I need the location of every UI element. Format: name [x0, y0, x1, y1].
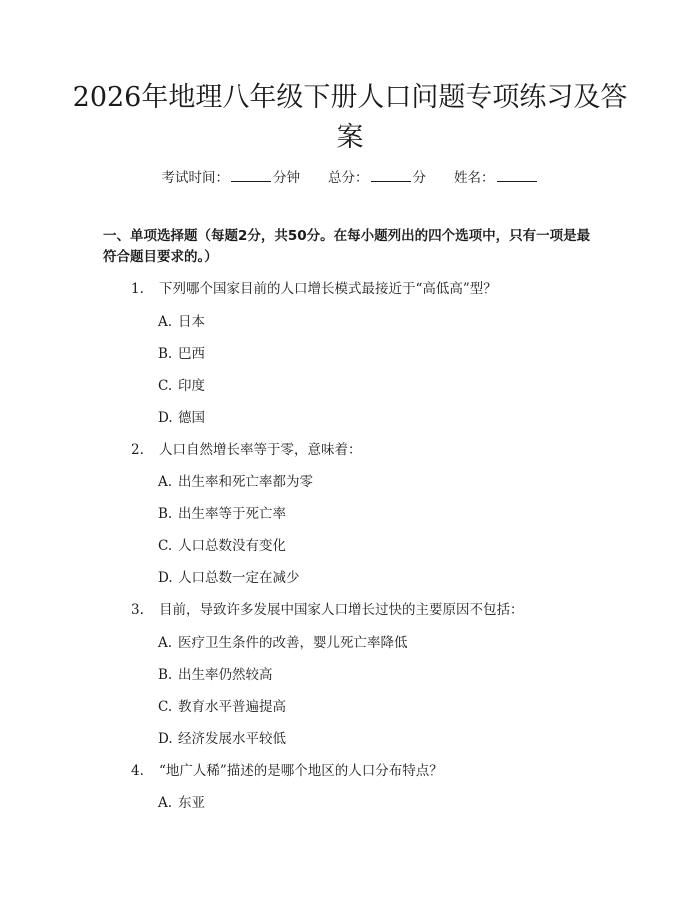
question-4 — [131, 761, 443, 781]
question-1-option-c — [158, 376, 205, 396]
option-letter: A. — [158, 635, 173, 651]
option-letter: B. — [158, 506, 173, 522]
question-3 — [131, 600, 524, 620]
exam-time-label: 考试时间： — [161, 170, 229, 186]
question-1-option-d — [158, 408, 205, 428]
total-score-blank — [371, 169, 411, 182]
question-3-option-c — [158, 697, 286, 717]
question-3-option-d — [158, 729, 286, 749]
question-text: 目前，导致许多发展中国家人口增长过快的主要原因不包括： — [159, 602, 524, 618]
question-1 — [131, 279, 497, 299]
option-text: 出生率仍然较高 — [178, 667, 273, 683]
exam-time-field — [162, 166, 301, 186]
option-text: 日本 — [178, 314, 205, 330]
question-1-option-a — [158, 312, 205, 332]
option-letter: D. — [158, 570, 173, 586]
option-text: 人口总数一定在减少 — [178, 570, 300, 586]
question-number: 4. — [131, 763, 144, 779]
question-2-option-d — [158, 568, 300, 588]
exam-time-blank — [231, 169, 271, 182]
exam-time-unit: 分钟 — [273, 170, 300, 186]
option-text: 德国 — [178, 410, 205, 426]
option-text: 经济发展水平较低 — [178, 731, 286, 747]
option-text: 教育水平普遍提高 — [178, 699, 286, 715]
option-letter: A. — [158, 474, 173, 490]
option-letter: B. — [158, 346, 173, 362]
option-text: 医疗卫生条件的改善，婴儿死亡率降低 — [178, 635, 408, 651]
option-text: 出生率和死亡率都为零 — [178, 474, 313, 490]
document-title: 2026年地理八年级下册人口问题专项练习及答案 — [72, 82, 628, 153]
name-field — [454, 166, 539, 186]
option-letter: B. — [158, 667, 173, 683]
option-letter: A. — [158, 314, 173, 330]
total-score-unit: 分 — [412, 170, 426, 186]
question-3-option-b — [158, 665, 273, 685]
question-2-option-a — [158, 472, 313, 492]
question-text: “地广人稀”描述的是哪个地区的人口分布特点？ — [159, 763, 443, 779]
option-letter: D. — [158, 410, 173, 426]
option-text: 巴西 — [178, 346, 205, 362]
question-text: 下列哪个国家目前的人口增长模式最接近于“高低高”型？ — [159, 281, 497, 297]
option-letter: D. — [158, 731, 173, 747]
question-1-option-b — [158, 344, 205, 364]
option-letter: C. — [158, 378, 173, 394]
name-label: 姓名： — [454, 170, 495, 186]
question-number: 2. — [131, 442, 144, 458]
name-blank — [497, 169, 537, 182]
exam-info-row — [0, 166, 700, 186]
option-letter: C. — [158, 699, 173, 715]
option-text: 出生率等于死亡率 — [178, 506, 286, 522]
option-text: 印度 — [178, 378, 205, 394]
question-number: 1. — [131, 281, 144, 297]
total-score-field — [328, 166, 426, 186]
option-text: 人口总数没有变化 — [178, 538, 286, 554]
question-number: 3. — [131, 602, 144, 618]
question-text: 人口自然增长率等于零，意味着： — [159, 442, 362, 458]
total-score-label: 总分： — [328, 170, 369, 186]
question-2 — [131, 440, 362, 460]
option-text: 东亚 — [178, 795, 205, 811]
option-letter: A. — [158, 795, 173, 811]
option-letter: C. — [158, 538, 173, 554]
section-heading: 一、单项选择题（每题2分，共50分。在每小题列出的四个选项中，只有一项是最符合题目要求的。） — [103, 228, 591, 265]
question-4-option-a — [158, 793, 205, 813]
question-2-option-c — [158, 536, 286, 556]
question-3-option-a — [158, 633, 408, 653]
question-2-option-b — [158, 504, 286, 524]
